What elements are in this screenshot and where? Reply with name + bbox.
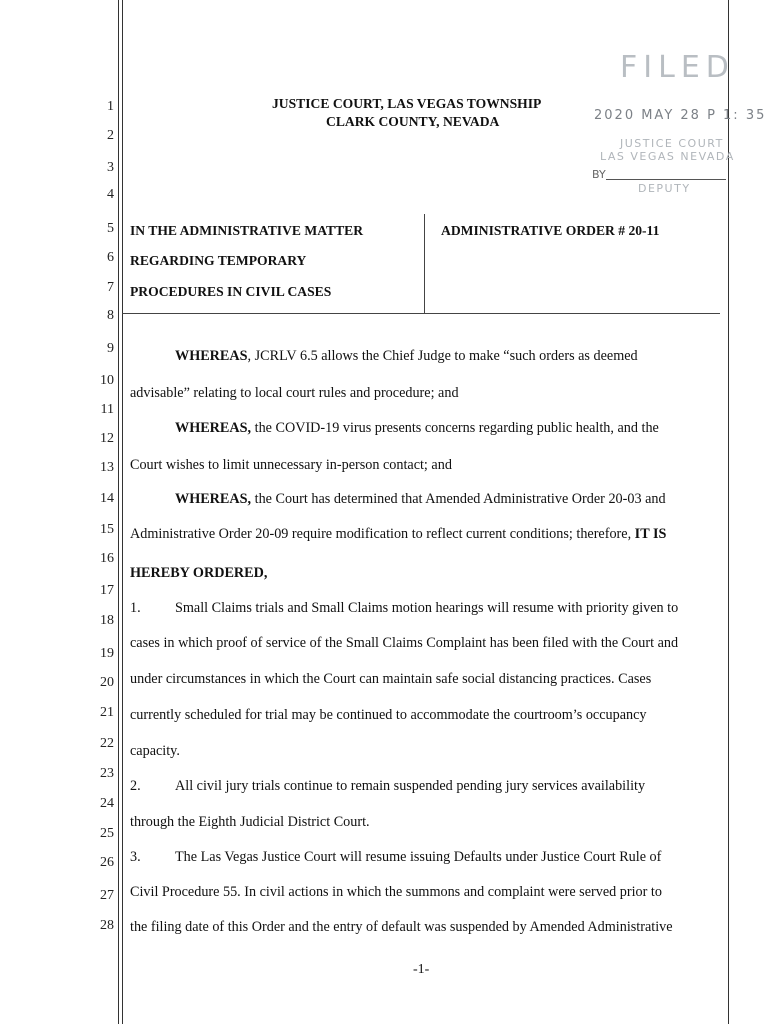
- line-number: 12: [100, 431, 114, 446]
- item-3-line2: Civil Procedure 55. In civil actions in which the summons and complaint were served prior to: [130, 884, 662, 900]
- order-number: ADMINISTRATIVE ORDER # 20-11: [441, 223, 660, 238]
- recital-2: WHEREAS, the COVID-19 virus presents concerns regarding public health, and the: [175, 420, 659, 436]
- item-1-line3: under circumstances in which the Court can maintain safe social distancing practices. Cases: [130, 671, 652, 687]
- stamp-date: 2020 MAY 28 P 1: 35: [594, 108, 767, 123]
- line-number: 26: [100, 855, 114, 870]
- line-number: 19: [100, 646, 114, 661]
- page-number: -1-: [413, 962, 430, 977]
- line-number: 13: [100, 460, 114, 475]
- caption-left-line3: PROCEDURES IN CIVIL CASES: [130, 284, 332, 299]
- line-number: 23: [100, 766, 114, 781]
- item-2-number: 2.: [130, 778, 141, 794]
- item-3-line3: the filing date of this Order and the entry of default was suspended by Amended Administrative: [130, 919, 673, 935]
- court-name: JUSTICE COURT, LAS VEGAS TOWNSHIP: [272, 96, 542, 111]
- stamp-las-vegas: LAS VEGAS NEVADA: [600, 150, 735, 163]
- caption-left-line2: REGARDING TEMPORARY: [130, 253, 307, 268]
- caption-left-line1: IN THE ADMINISTRATIVE MATTER: [130, 223, 364, 238]
- line-number: 3: [107, 160, 114, 175]
- line-number: 11: [100, 402, 114, 417]
- item-2-line2: through the Eighth Judicial District Court.: [130, 814, 370, 830]
- left-margin-rule: [118, 0, 119, 1024]
- recital-3: WHEREAS, the Court has determined that Amended Administrative Order 20-03 and: [175, 491, 666, 507]
- line-number: 1: [107, 99, 114, 114]
- stamp-deputy: DEPUTY: [638, 182, 691, 195]
- line-number: 8: [107, 308, 114, 323]
- stamp-filed: FILED: [620, 50, 735, 85]
- line-number: 20: [100, 675, 114, 690]
- item-3-line1: The Las Vegas Justice Court will resume issuing Defaults under Justice Court Rule of: [175, 849, 662, 865]
- line-number: 4: [107, 187, 114, 202]
- item-1-line1: Small Claims trials and Small Claims motion hearings will resume with priority given to: [175, 600, 679, 616]
- recital-3-cont: Administrative Order 20-09 require modification to reflect current conditions; therefore, IT IS: [130, 526, 667, 542]
- item-1-line2: cases in which proof of service of the Small Claims Complaint has been filed with the Court and: [130, 635, 679, 651]
- line-number: 15: [100, 522, 114, 537]
- recital-2-cont: Court wishes to limit unnecessary in-person contact; and: [130, 457, 452, 473]
- line-number: 5: [107, 221, 114, 236]
- stamp-signature-line: [606, 179, 726, 180]
- line-number: 22: [100, 736, 114, 751]
- line-number: 27: [100, 888, 114, 903]
- item-1-line4: currently scheduled for trial may be continued to accommodate the courtroom’s occupancy: [130, 707, 647, 723]
- line-number: 18: [100, 613, 114, 628]
- line-number: 17: [100, 583, 114, 598]
- item-2-line1: All civil jury trials continue to remain suspended pending jury services availability: [175, 778, 646, 794]
- line-number: 28: [100, 918, 114, 933]
- line-number: 9: [107, 341, 114, 356]
- item-1-number: 1.: [130, 600, 141, 616]
- item-3-number: 3.: [130, 849, 141, 865]
- line-number: 6: [107, 250, 114, 265]
- caption-bottom-rule: [122, 313, 720, 314]
- line-number: 25: [100, 826, 114, 841]
- line-number: 21: [100, 705, 114, 720]
- stamp-by: BY: [592, 168, 606, 181]
- stamp-justice-court: JUSTICE COURT: [620, 137, 724, 150]
- court-county: CLARK COUNTY, NEVADA: [326, 114, 500, 129]
- recital-1: WHEREAS, JCRLV 6.5 allows the Chief Judge to make “such orders as deemed: [175, 348, 638, 364]
- line-number: 14: [100, 491, 114, 506]
- line-number: 24: [100, 796, 114, 811]
- line-number: 16: [100, 551, 114, 566]
- ordered-clause: HEREBY ORDERED,: [130, 565, 268, 581]
- line-number: 2: [107, 128, 114, 143]
- line-number: 7: [107, 280, 114, 295]
- line-number: 10: [100, 373, 114, 388]
- recital-1-cont: advisable” relating to local court rules and procedure; and: [130, 385, 459, 401]
- left-margin-rule-inner: [122, 0, 123, 1024]
- item-1-line5: capacity.: [130, 743, 180, 759]
- caption-divider: [424, 214, 425, 313]
